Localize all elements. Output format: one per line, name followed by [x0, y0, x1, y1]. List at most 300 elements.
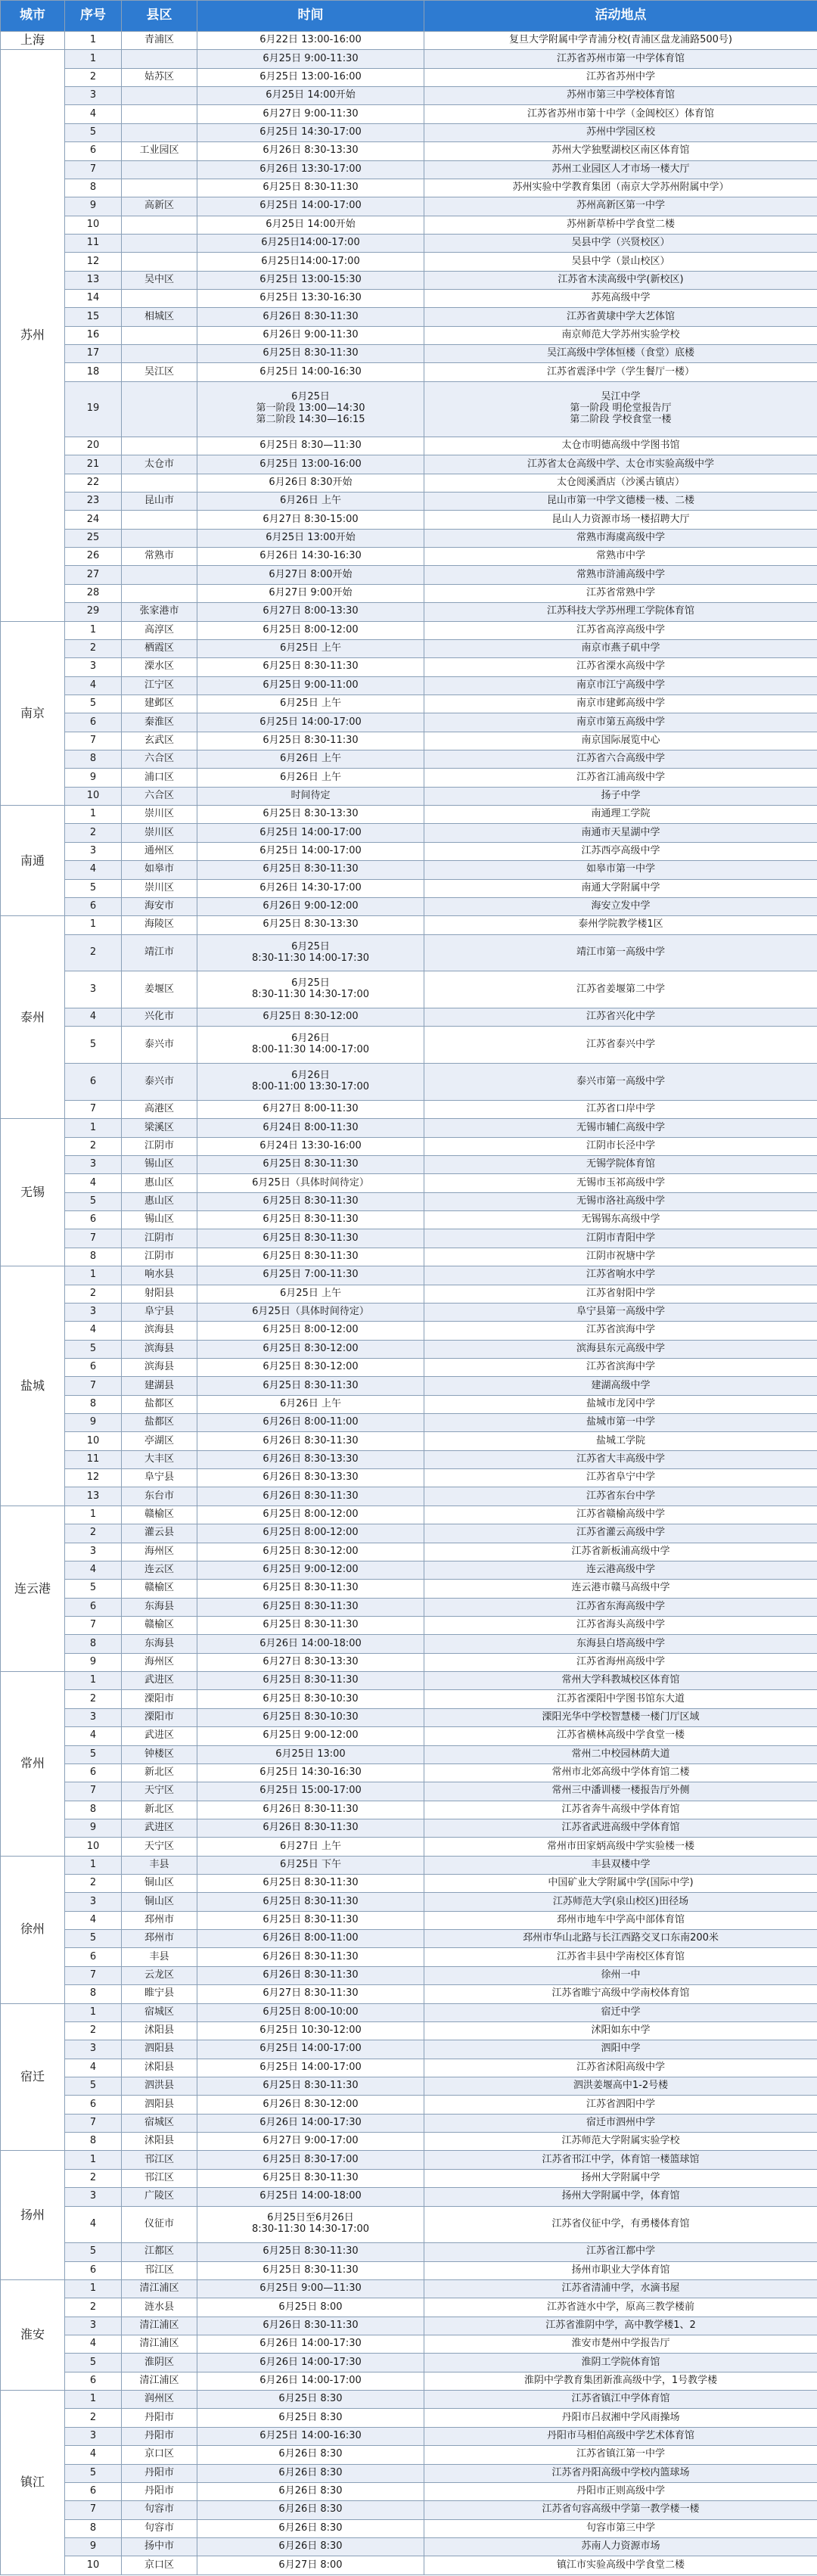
table-row: [1, 676, 817, 694]
table-row: [1, 934, 817, 971]
district-cell: 京口区: [122, 2556, 197, 2574]
district-cell: 泰兴市: [122, 1064, 197, 1101]
table-row: [1, 2298, 817, 2317]
row-number: 4: [65, 1008, 122, 1027]
row-number: 7: [65, 160, 122, 179]
time-cell: 6月25日 14:00-17:00: [197, 713, 424, 732]
place-cell: 江苏省大丰高级中学: [424, 1450, 817, 1468]
time-cell: 6月25日 14:00-16:30: [197, 2427, 424, 2445]
time-cell: 6月25日 下午: [197, 1856, 424, 1874]
time-cell: 6月25日 13:00开始: [197, 529, 424, 547]
time-cell: 6月26日 8:30-11:30: [197, 1948, 424, 1966]
table-row: [1, 713, 817, 732]
table-row: [1, 1487, 817, 1506]
place-cell: 苏州大学独墅湖校区南区体育馆: [424, 142, 817, 160]
table-row: [1, 548, 817, 566]
time-cell: 6月25日 8:30-11:30: [197, 1893, 424, 1911]
district-cell: 惠山区: [122, 1192, 197, 1210]
district-cell: 滨海县: [122, 1340, 197, 1358]
row-number: 3: [65, 971, 122, 1008]
row-number: 5: [65, 1745, 122, 1763]
time-cell: 6月26日 8:30-11:30: [197, 1487, 424, 1506]
time-cell: 6月25日 8:30-12:00: [197, 1340, 424, 1358]
row-number: 3: [65, 1543, 122, 1561]
table-row: [1, 1617, 817, 1635]
row-number: 7: [65, 1377, 122, 1395]
district-cell: 盐都区: [122, 1414, 197, 1432]
table-row: [1, 326, 817, 344]
time-cell: 6月25日 8:30-11:30: [197, 1672, 424, 1690]
table-row: [1, 584, 817, 602]
time-cell: 6月27日 9:00开始: [197, 584, 424, 602]
place-cell: 江苏省阜宁中学: [424, 1469, 817, 1487]
time-cell: 6月25日 8:30-11:30: [197, 2077, 424, 2095]
place-cell: 泰兴市第一高级中学: [424, 1064, 817, 1101]
time-cell: 6月26日 8:30-11:30: [197, 2317, 424, 2335]
place-cell: 常州大学科教城校区体育馆: [424, 1672, 817, 1690]
time-cell: 6月27日 8:00开始: [197, 566, 424, 584]
place-cell: 无锡锡东高级中学: [424, 1211, 817, 1229]
district-cell: [122, 123, 197, 141]
time-cell: 6月25日 8:30-11:30: [197, 1911, 424, 1929]
table-row: [1, 1358, 817, 1376]
place-cell: 丹阳市吕叔湘中学风雨操场: [424, 2409, 817, 2427]
row-number: 2: [65, 639, 122, 657]
district-cell: 吴中区: [122, 271, 197, 289]
time-cell: 6月26日 上午: [197, 493, 424, 511]
place-cell: 邳州市华山北路与长江西路交叉口东南200米: [424, 1930, 817, 1948]
time-cell: 6月26日 上午: [197, 750, 424, 769]
time-cell: 6月25日 13:00-16:00: [197, 455, 424, 474]
time-cell: 6月26日 14:30-16:30: [197, 548, 424, 566]
row-number: 8: [65, 1395, 122, 1413]
time-cell: 6月25日 9:00-12:00: [197, 1727, 424, 1745]
district-cell: 射阳县: [122, 1285, 197, 1303]
place-cell: 昆山市第一中学文德楼一楼、二楼: [424, 493, 817, 511]
district-cell: [122, 234, 197, 252]
place-cell: 复旦大学附属中学青浦分校(青浦区盘龙浦路500号): [424, 32, 817, 50]
row-number: 10: [65, 2556, 122, 2574]
district-cell: 武进区: [122, 1819, 197, 1837]
place-cell: 溧阳光华中学校智慧楼一楼门厅区域: [424, 1708, 817, 1726]
district-cell: [122, 326, 197, 344]
time-cell: 6月25日 7:00-11:30: [197, 1266, 424, 1285]
place-cell: 扬州大学附属中学，体育馆: [424, 2188, 817, 2206]
row-number: 2: [65, 1137, 122, 1155]
row-number: 1: [65, 1856, 122, 1874]
time-cell: 6月26日 8:30-13:30: [197, 1469, 424, 1487]
row-number: 21: [65, 455, 122, 474]
city-cell: 扬州: [1, 2151, 65, 2280]
row-number: 19: [65, 381, 122, 437]
table-row: [1, 842, 817, 860]
table-row: [1, 2003, 817, 2021]
place-cell: 句容市第三中学: [424, 2519, 817, 2537]
district-cell: 扬中市: [122, 2537, 197, 2556]
header-city: 城市: [1, 1, 65, 32]
time-cell: 6月25日 8:30-11:30: [197, 732, 424, 750]
table-row: [1, 1543, 817, 1561]
time-cell: 6月26日 8:30-12:00: [197, 2096, 424, 2114]
district-cell: 邗江区: [122, 2151, 197, 2169]
time-cell: 6月26日 8:30: [197, 2501, 424, 2519]
table-row: [1, 1027, 817, 1064]
place-cell: 南通大学附属中学: [424, 879, 817, 897]
table-row: [1, 437, 817, 455]
place-cell: 江苏省苏州中学: [424, 68, 817, 86]
district-cell: 如皋市: [122, 861, 197, 879]
table-row: [1, 2151, 817, 2169]
row-number: 6: [65, 1211, 122, 1229]
district-cell: 淮阴区: [122, 2354, 197, 2372]
row-number: 5: [65, 1930, 122, 1948]
time-cell: 6月25日 14:00-17:00: [197, 2040, 424, 2059]
place-cell: 江苏省武进高级中学体育馆: [424, 1819, 817, 1837]
time-cell: 6月25日 14:00-18:00: [197, 2188, 424, 2206]
table-row: [1, 806, 817, 824]
district-cell: 睢宁县: [122, 1985, 197, 2003]
place-cell: 江苏省镇江中学体育馆: [424, 2391, 817, 2409]
time-cell: 6月25日 8:30-11:30: [197, 2243, 424, 2261]
district-cell: [122, 511, 197, 529]
row-number: 16: [65, 326, 122, 344]
place-cell: 南通市天星湖中学: [424, 824, 817, 842]
time-cell: 6月26日 上午: [197, 769, 424, 787]
time-cell: 6月27日 9:00-17:00: [197, 2133, 424, 2151]
place-cell: 无锡市辅仁高级中学: [424, 1119, 817, 1137]
table-row: [1, 603, 817, 621]
district-cell: 海州区: [122, 1653, 197, 1671]
row-number: 12: [65, 1469, 122, 1487]
district-cell: 沭阳县: [122, 2059, 197, 2077]
table-row: [1, 1745, 817, 1763]
district-cell: 工业园区: [122, 142, 197, 160]
time-cell: 6月25日 8:30-11:30: [197, 1598, 424, 1616]
row-number: 17: [65, 345, 122, 363]
place-cell: 中国矿业大学附属中学(国际中学): [424, 1875, 817, 1893]
district-cell: 秦淮区: [122, 713, 197, 732]
district-cell: 溧阳市: [122, 1690, 197, 1708]
time-cell: 6月25日 8:30-12:00: [197, 1358, 424, 1376]
row-number: 7: [65, 1100, 122, 1118]
time-cell: 6月25日 8:00-12:00: [197, 1524, 424, 1543]
district-cell: 江阴市: [122, 1229, 197, 1248]
time-cell: 6月25日 8:30-13:30: [197, 916, 424, 934]
place-cell: 如皋市第一中学: [424, 861, 817, 879]
place-cell: 宿迁市泗州中学: [424, 2114, 817, 2132]
row-number: 4: [65, 105, 122, 123]
row-number: 8: [65, 1248, 122, 1266]
time-cell: 6月26日 8:30: [197, 2482, 424, 2500]
place-cell: 江苏省兴化中学: [424, 1008, 817, 1027]
time-cell: 6月25日 14:00-16:30: [197, 363, 424, 381]
time-cell: 6月25日 8:30-17:00: [197, 2151, 424, 2169]
place-cell: 江苏省泰兴中学: [424, 1027, 817, 1064]
row-number: 3: [65, 2317, 122, 2335]
place-cell: 江苏省射阳中学: [424, 1285, 817, 1303]
district-cell: 浦口区: [122, 769, 197, 787]
table-row: [1, 2556, 817, 2574]
district-cell: 丹阳市: [122, 2464, 197, 2482]
time-cell: 6月25日 13:00: [197, 1745, 424, 1763]
place-cell: 江苏省口岸中学: [424, 1100, 817, 1118]
place-cell: 吴江中学 第一阶段 明伦堂报告厅 第二阶段 学校食堂一楼: [424, 381, 817, 437]
time-cell: 6月25日（具体时间待定）: [197, 1174, 424, 1192]
row-number: 3: [65, 1156, 122, 1174]
row-number: 4: [65, 1561, 122, 1579]
row-number: 2: [65, 2021, 122, 2040]
district-cell: 江宁区: [122, 676, 197, 694]
time-cell: 6月25日 8:30-11:30: [197, 1229, 424, 1248]
place-cell: 建湖高级中学: [424, 1377, 817, 1395]
place-cell: 江苏省苏州市第一中学体育馆: [424, 50, 817, 68]
place-cell: 江苏省东海高级中学: [424, 1598, 817, 1616]
place-cell: 靖江市第一高级中学: [424, 934, 817, 971]
place-cell: 滨海县东元高级中学: [424, 1340, 817, 1358]
time-cell: 6月25日 8:30—11:30: [197, 437, 424, 455]
table-row: [1, 769, 817, 787]
district-cell: 建邺区: [122, 694, 197, 713]
time-cell: 6月25日 15:00-17:00: [197, 1782, 424, 1801]
row-number: 7: [65, 1782, 122, 1801]
district-cell: 兴化市: [122, 1008, 197, 1027]
district-cell: 沭阳县: [122, 2021, 197, 2040]
time-cell: 6月25日（具体时间待定）: [197, 1303, 424, 1321]
district-cell: 建湖县: [122, 1377, 197, 1395]
row-number: 5: [65, 694, 122, 713]
table-row: [1, 345, 817, 363]
table-row: [1, 1930, 817, 1948]
district-cell: [122, 474, 197, 492]
place-cell: 江苏省震泽中学（学生餐厅一楼）: [424, 363, 817, 381]
header-place: 活动地点: [424, 1, 817, 32]
place-cell: 江苏省响水中学: [424, 1266, 817, 1285]
district-cell: 张家港市: [122, 603, 197, 621]
row-number: 7: [65, 1229, 122, 1248]
district-cell: 六合区: [122, 750, 197, 769]
time-cell: 6月25日 8:30: [197, 2409, 424, 2427]
time-cell: 6月25日 9:00—11:30: [197, 2279, 424, 2298]
place-cell: 江阴市青阳中学: [424, 1229, 817, 1248]
table-row: [1, 381, 817, 437]
time-cell: 6月25日 8:30-11:30: [197, 1156, 424, 1174]
table-row: [1, 1285, 817, 1303]
table-row: [1, 1303, 817, 1321]
row-number: 6: [65, 2096, 122, 2114]
district-cell: [122, 87, 197, 105]
place-cell: 泗洪姜堰高中1-2号楼: [424, 2077, 817, 2095]
district-cell: 邗江区: [122, 2261, 197, 2279]
place-cell: 镇江市实验高级中学食堂二楼: [424, 2556, 817, 2574]
table-row: [1, 1414, 817, 1432]
row-number: 4: [65, 676, 122, 694]
district-cell: 泗阳县: [122, 2040, 197, 2059]
table-row: [1, 1856, 817, 1874]
row-number: 6: [65, 142, 122, 160]
table-row: [1, 787, 817, 805]
row-number: 8: [65, 1635, 122, 1653]
row-number: 7: [65, 1966, 122, 1984]
row-number: 9: [65, 1653, 122, 1671]
row-number: 5: [65, 2354, 122, 2372]
row-number: 9: [65, 197, 122, 216]
district-cell: 丰县: [122, 1948, 197, 1966]
table-row: [1, 1672, 817, 1690]
time-cell: 时间待定: [197, 787, 424, 805]
district-cell: 栖霞区: [122, 639, 197, 657]
district-cell: 润州区: [122, 2391, 197, 2409]
place-cell: 江苏省泗阳中学: [424, 2096, 817, 2114]
row-number: 6: [65, 2261, 122, 2279]
place-cell: 阜宁县第一高级中学: [424, 1303, 817, 1321]
time-cell: 6月26日 8:30-11:30: [197, 1432, 424, 1450]
district-cell: 丰县: [122, 1856, 197, 1874]
district-cell: 姜堰区: [122, 971, 197, 1008]
district-cell: 邳州市: [122, 1911, 197, 1929]
district-cell: 广陵区: [122, 2188, 197, 2206]
time-cell: 6月22日 13:00-16:00: [197, 32, 424, 50]
district-cell: 崇川区: [122, 806, 197, 824]
table-row: [1, 1985, 817, 2003]
time-cell: 6月27日 8:00: [197, 2556, 424, 2574]
table-row: [1, 861, 817, 879]
row-number: 2: [65, 2169, 122, 2187]
district-cell: 姑苏区: [122, 68, 197, 86]
table-row: [1, 529, 817, 547]
place-cell: 江苏省江都中学: [424, 2243, 817, 2261]
place-cell: 江苏省六合高级中学: [424, 750, 817, 769]
time-cell: 6月25日 9:00-11:30: [197, 50, 424, 68]
district-cell: 沭阳县: [122, 2133, 197, 2151]
district-cell: 京口区: [122, 2446, 197, 2464]
district-cell: 涟水县: [122, 2298, 197, 2317]
time-cell: 6月26日 14:30-17:00: [197, 879, 424, 897]
row-number: 11: [65, 1450, 122, 1468]
place-cell: 江苏省海州高级中学: [424, 1653, 817, 1671]
place-cell: 苏州新草桥中学食堂二楼: [424, 216, 817, 234]
time-cell: 6月27日 9:00-11:30: [197, 105, 424, 123]
place-cell: 江苏师范大学附属实验学校: [424, 2133, 817, 2151]
row-number: 20: [65, 437, 122, 455]
place-cell: 苏州实验中学教育集团（南京大学苏州附属中学）: [424, 179, 817, 197]
district-cell: 玄武区: [122, 732, 197, 750]
row-number: 13: [65, 1487, 122, 1506]
table-row: [1, 639, 817, 657]
district-cell: 崇川区: [122, 879, 197, 897]
district-cell: 常熟市: [122, 548, 197, 566]
time-cell: 6月25日 8:30-11:30: [197, 1377, 424, 1395]
table-row: [1, 2446, 817, 2464]
place-cell: 江苏省滨海中学: [424, 1358, 817, 1376]
place-cell: 江苏省奔牛高级中学体育馆: [424, 1801, 817, 1819]
row-number: 2: [65, 934, 122, 971]
table-row: [1, 1893, 817, 1911]
district-cell: 亭湖区: [122, 1432, 197, 1450]
table-row: [1, 511, 817, 529]
row-number: 8: [65, 2519, 122, 2537]
row-number: 2: [65, 1690, 122, 1708]
row-number: 2: [65, 824, 122, 842]
time-cell: 6月25日 14:30-16:30: [197, 1763, 424, 1782]
time-cell: 6月27日 8:00-11:30: [197, 1100, 424, 1118]
district-cell: [122, 216, 197, 234]
table-row: [1, 750, 817, 769]
row-number: 4: [65, 2206, 122, 2243]
row-number: 3: [65, 87, 122, 105]
row-number: 1: [65, 916, 122, 934]
row-number: 6: [65, 1763, 122, 1782]
place-cell: 盐城市第一中学: [424, 1414, 817, 1432]
row-number: 3: [65, 1893, 122, 1911]
district-cell: 靖江市: [122, 934, 197, 971]
time-cell: 6月25日 13:00-15:30: [197, 271, 424, 289]
district-cell: 青浦区: [122, 32, 197, 50]
row-number: 25: [65, 529, 122, 547]
time-cell: 6月25日 8:30: [197, 2391, 424, 2409]
time-cell: 6月26日 8:30开始: [197, 474, 424, 492]
time-cell: 6月25日 9:00-12:00: [197, 1561, 424, 1579]
table-row: [1, 1524, 817, 1543]
table-row: [1, 1580, 817, 1598]
district-cell: [122, 105, 197, 123]
district-cell: 丹阳市: [122, 2409, 197, 2427]
district-cell: 东台市: [122, 1487, 197, 1506]
table-row: [1, 566, 817, 584]
row-number: 1: [65, 1119, 122, 1137]
table-row: [1, 1819, 817, 1837]
table-row: [1, 474, 817, 492]
place-cell: 沭阳如东中学: [424, 2021, 817, 2040]
time-cell: 6月24日 13:30-16:00: [197, 1137, 424, 1155]
district-cell: 高港区: [122, 1100, 197, 1118]
table-row: [1, 2169, 817, 2187]
table-row: [1, 493, 817, 511]
time-cell: 6月25日 8:30-11:30: [197, 1580, 424, 1598]
time-cell: 6月25日 8:00-10:00: [197, 2003, 424, 2021]
table-row: [1, 1450, 817, 1468]
district-cell: 滨海县: [122, 1358, 197, 1376]
time-cell: 6月25日 14:00-17:00: [197, 197, 424, 216]
district-cell: 响水县: [122, 1266, 197, 1285]
header-no: 序号: [65, 1, 122, 32]
table-row: [1, 732, 817, 750]
time-cell: 6月26日 8:00-11:30 14:00-17:00: [197, 1027, 424, 1064]
table-row: [1, 455, 817, 474]
row-number: 8: [65, 1985, 122, 2003]
place-cell: 淮阴工学院体育馆: [424, 2354, 817, 2372]
row-number: 22: [65, 474, 122, 492]
place-cell: 南京市建邺高级中学: [424, 694, 817, 713]
time-cell: 6月27日 8:30-15:00: [197, 511, 424, 529]
table-row: [1, 824, 817, 842]
district-cell: 灌云县: [122, 1524, 197, 1543]
district-cell: 江都区: [122, 2243, 197, 2261]
row-number: 27: [65, 566, 122, 584]
row-number: 14: [65, 290, 122, 308]
place-cell: 江苏省涟水中学，原高三教学楼前: [424, 2298, 817, 2317]
place-cell: 江苏省镇江第一中学: [424, 2446, 817, 2464]
table-row: [1, 2040, 817, 2059]
district-cell: 崇川区: [122, 824, 197, 842]
place-cell: 常州二中校园林荫大道: [424, 1745, 817, 1763]
place-cell: 苏苑高级中学: [424, 290, 817, 308]
table-row: [1, 87, 817, 105]
table-row: [1, 2391, 817, 2409]
district-cell: 天宁区: [122, 1838, 197, 1856]
district-cell: 吴江区: [122, 363, 197, 381]
place-cell: 南京国际展览中心: [424, 732, 817, 750]
time-cell: 6月26日 9:00-12:00: [197, 897, 424, 915]
